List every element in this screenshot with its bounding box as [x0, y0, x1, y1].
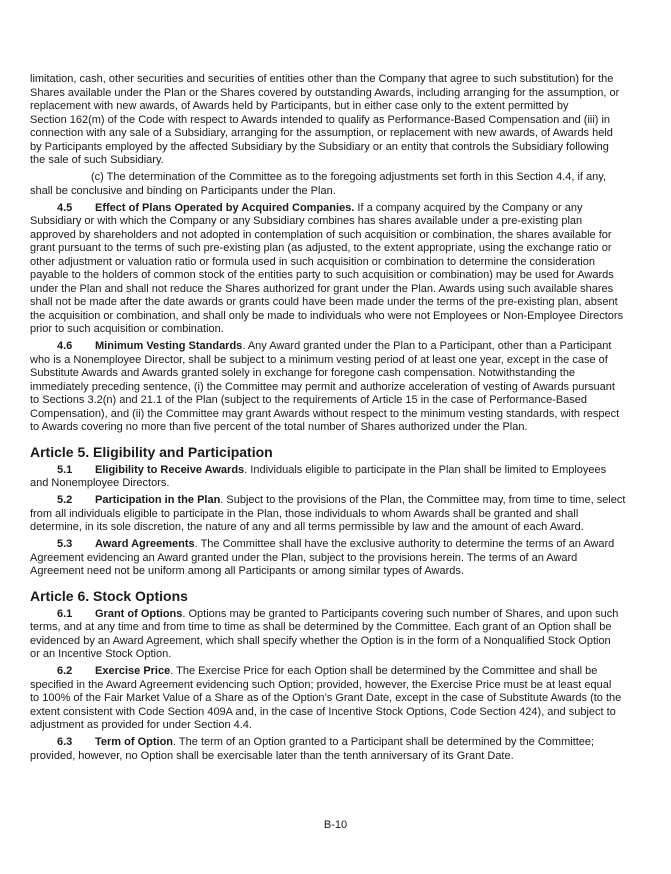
text-line — [30, 242, 650, 256]
text-line — [30, 73, 650, 87]
section-title: Participation in the Plan — [95, 494, 221, 506]
text-line — [30, 202, 650, 216]
section-title: Award Agreements — [95, 538, 195, 550]
text-line — [30, 323, 650, 337]
text-line — [30, 648, 650, 662]
article-heading: Article 6. Stock Options — [30, 587, 188, 604]
line-text: replacement with new awards, of Awards held by Participants, but in either case only to the extent permitted by — [30, 100, 569, 112]
section-paragraph — [30, 202, 650, 337]
line-text: from all individuals eligible to participate in the Plan, those individuals to whom Awards shall be granted and shall — [30, 507, 579, 520]
section-number: 6.3 — [57, 736, 73, 748]
text-line — [30, 665, 650, 679]
line-text: . Any Award granted under the Plan to a Participant, other than a Participant — [242, 340, 612, 352]
line-text: . Options may be granted to Participants covering such number of Shares, and upon such — [182, 607, 619, 620]
line-text: . The Exercise Price for each Option shall be determined by the Committee and shall be — [170, 665, 598, 677]
text-line — [30, 421, 650, 435]
line-text: extent consistent with Code Section 409A and, in the case of Incentive Stock Options, Code Section 424), and subject to — [30, 705, 616, 718]
text-line — [30, 215, 650, 229]
line-text: . The Committee shall have the exclusive authority to determine the terms of an Award — [194, 538, 615, 550]
section-paragraph — [30, 608, 650, 662]
line-text: (c) The determination of the Committee as to the foregoing adjustments set forth in this Section 4.4, if any, — [91, 171, 607, 183]
line-text: limitation, cash, other securities and securities of entities other than the Company that agree to such substitution) for the — [30, 73, 614, 85]
line-text: Substitute Awards and Awards granted solely in exchange for foregone cash compensation. Notwithstanding the — [30, 367, 576, 379]
text-line — [30, 494, 650, 508]
text-line — [30, 171, 650, 185]
line-text: Section 162(m) of the Code with respect to Awards intended to qualify as Performance-Based Compensation and (iii) in — [30, 113, 611, 126]
line-text: shall not be made after the date awards or grants could have been made under the terms of the pre-existing plan, absent — [30, 296, 618, 308]
line-text: payable to the holders of common stock of the entities party to such acquisition or combination) may be used for Awards — [30, 269, 614, 281]
section-paragraph — [30, 736, 650, 763]
line-text: grant pursuant to the terms of such pre-existing plan (as adjusted, to the extent appropriate, using the exchange ratio or — [30, 242, 612, 254]
text-line — [30, 127, 650, 141]
text-line — [30, 367, 650, 381]
line-text: Compensation), and (ii) the Committee may grant Awards without respect to the minimum vesting standards, with respect — [30, 407, 620, 420]
line-text: shall be conclusive and binding on Participants under the Plan. — [30, 184, 336, 197]
line-text: other adjustment or valuation ratio or formula used in such acquisition or combination to determine the consideration — [30, 255, 595, 268]
line-text: or an Incentive Stock Option. — [30, 648, 172, 660]
section-title: Effect of Plans Operated by Acquired Companies. — [95, 201, 355, 214]
section-title: Grant of Options — [95, 607, 183, 620]
text-line — [30, 381, 650, 395]
text-line — [30, 477, 650, 491]
text-line — [30, 114, 650, 128]
section-number: 5.3 — [57, 538, 73, 550]
section-number: 6.2 — [57, 665, 73, 677]
text-line — [30, 154, 650, 168]
text-line — [30, 340, 650, 354]
line-text: . Subject to the provisions of the Plan, the Committee may, from time to time, select — [220, 494, 626, 506]
text-line — [30, 750, 650, 764]
text-line — [30, 185, 650, 199]
line-text: to 100% of the Fair Market Value of a Share as of the Option’s Grant Date, except in the case of Substitute Awards (to the — [30, 692, 622, 704]
text-line — [30, 621, 650, 635]
section-title: Exercise Price — [95, 665, 171, 677]
text-line — [30, 736, 650, 750]
text-line — [30, 508, 650, 522]
line-text: . The term of an Option granted to a Participant shall be determined by the Committee; — [173, 736, 595, 748]
section-title: Term of Option — [95, 736, 174, 748]
line-text: the acquisition or combination, and shall only be made to individuals who were not Employees or Non-Employee Directors — [30, 309, 624, 322]
section-number: 4.5 — [57, 201, 73, 214]
section-title: Minimum Vesting Standards — [95, 340, 243, 352]
line-text: under the Plan and shall not reduce the Shares authorized for grant under the Plan. Awards using such available shares — [30, 282, 614, 295]
text-line — [30, 269, 650, 283]
line-text: connection with any sale of a Subsidiary, arranging for the assumption, or replacement with new awards, of Awards held — [30, 127, 613, 139]
line-text: provided, however, no Option shall be exercisable later than the tenth anniversary of its Grant Date. — [30, 749, 514, 762]
section-paragraph — [30, 494, 650, 535]
paragraph — [30, 73, 650, 168]
line-text: by Participants employed by the affected Subsidiary by the Subsidiary or an entity that controls the Subsidiary following — [30, 140, 609, 153]
section-paragraph — [30, 340, 650, 435]
line-text: determine, in its sole discretion, the nature of any and all terms permissible by law and the amount of each Award. — [30, 521, 584, 533]
text-line — [30, 464, 650, 478]
line-text: to Awards covering no more than five percent of the total number of Shares authorized under the Plan. — [30, 421, 528, 433]
text-line — [30, 283, 650, 297]
text-line — [30, 310, 650, 324]
text-line — [30, 635, 650, 649]
section-number: 5.1 — [57, 463, 73, 476]
text-line — [30, 521, 650, 535]
document-body — [30, 73, 650, 767]
text-line — [30, 141, 650, 155]
page-number: B-10 — [323, 819, 348, 831]
section-paragraph — [30, 464, 650, 491]
line-text: Shares available under the Plan or the Shares covered by outstanding Awards, including arranging for the assumption, or — [30, 86, 620, 99]
line-text: If a company acquired by the Company or any — [354, 201, 583, 214]
line-text: specified in the Award Agreement evidencing such Option; provided, however, the Exercise Price must be at least equal — [30, 678, 612, 691]
section-title: Eligibility to Receive Awards — [95, 463, 245, 476]
text-line — [30, 296, 650, 310]
section-paragraph — [30, 665, 650, 733]
text-line — [30, 256, 650, 270]
line-text: Agreement need not be uniform among all Participants or among similar types of Awards. — [30, 565, 464, 577]
section-number: 6.1 — [57, 607, 73, 620]
text-line — [30, 706, 650, 720]
line-text: . Individuals eligible to participate in the Plan shall be limited to Employees — [244, 463, 607, 476]
text-line — [30, 100, 650, 114]
line-text: adjustment as provided for under Section 4.4. — [30, 719, 252, 731]
text-line — [30, 565, 650, 579]
line-text: terms, and at any time and from time to time as shall be determined by the Committee. Each grant of an Option shall be — [30, 621, 612, 633]
text-line — [30, 87, 650, 101]
text-line — [30, 719, 650, 733]
text-line — [30, 692, 650, 706]
section-number: 4.6 — [57, 340, 73, 352]
text-line — [30, 538, 650, 552]
text-line — [30, 229, 650, 243]
line-text: approved by shareholders and not adopted in contemplation of such acquisition or combination, the shares available for — [30, 228, 612, 241]
article-heading: Article 5. Eligibility and Participation — [30, 443, 273, 460]
line-text: to Sections 3.2(n) and 21.1 of the Plan (subject to the requirements of Article 15 in the case of Performance-Based — [30, 394, 588, 406]
section-number: 5.2 — [57, 494, 73, 506]
line-text: who is a Nonemployee Director, shall be subject to a minimum vesting period of at least one year, except in the case of — [30, 353, 608, 366]
text-line — [30, 552, 650, 566]
line-text: and Nonemployee Directors. — [30, 477, 170, 489]
text-line — [30, 408, 650, 422]
line-text: Agreement evidencing an Award granted under the Plan, subject to the provisions herein. The terms of an Award — [30, 551, 578, 564]
line-text: prior to such acquisition or combination. — [30, 323, 224, 335]
line-text: Subsidiary or with which the Company or any Subsidiary combines has shares available under a pre-existing plan — [30, 215, 583, 227]
text-line — [30, 394, 650, 408]
line-text: the sale of such Subsidiary. — [30, 154, 164, 166]
text-line — [30, 679, 650, 693]
line-text: evidenced by an Award Agreement, which shall specify whether the Option is in the form of a Nonqualified Stock Option — [30, 634, 611, 647]
text-line — [30, 608, 650, 622]
text-line — [30, 354, 650, 368]
section-paragraph — [30, 538, 650, 579]
paragraph — [30, 171, 650, 198]
line-text: immediately preceding sentence, (i) the Committee may permit and authorize acceleration of vesting of Awards pursuant — [30, 380, 615, 393]
